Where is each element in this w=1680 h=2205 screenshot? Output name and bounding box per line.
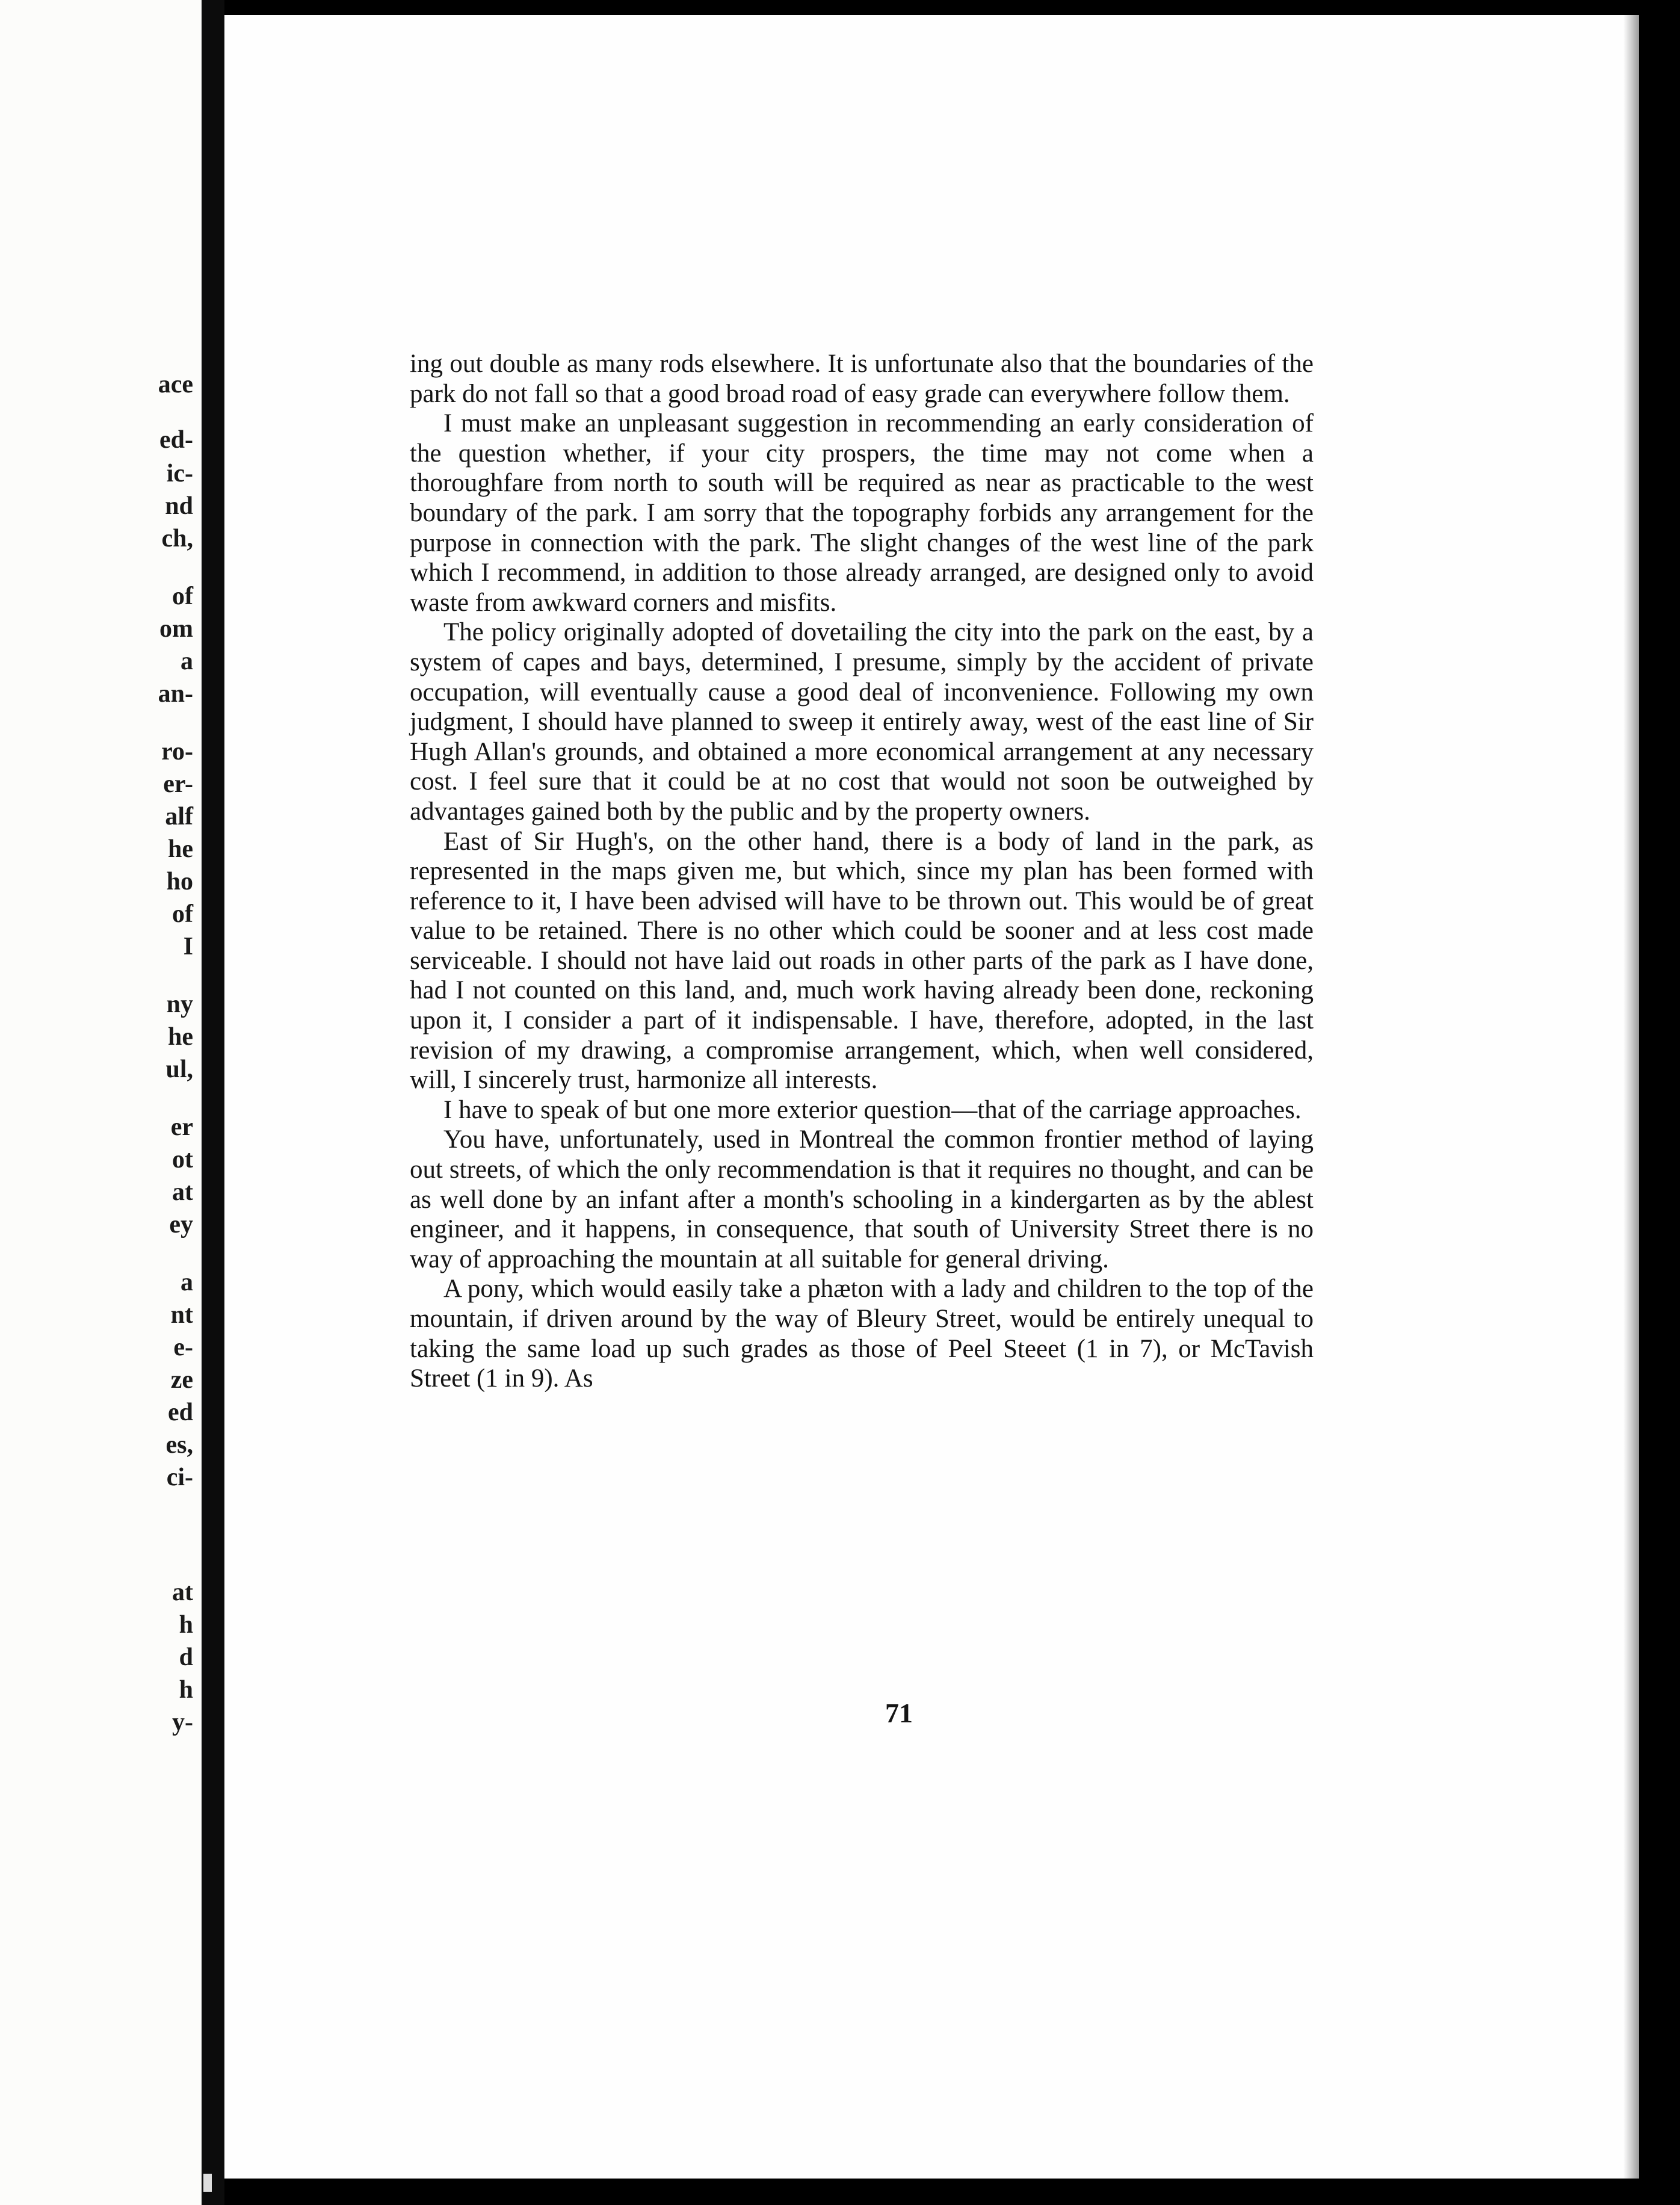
paragraph: The policy originally adopted of dovetailing the city into the park on the east, by a system of capes and bays, determined, I presume, simply by the accident of private occupation, will eventually cause a good deal of inconvenience. Following my own judgment, I should have planned to sweep it entirely away, west of the east line of Sir Hugh Allan's grounds, and obtained a more economical arrangement at any necessary cost. I feel sure that it could be at no cost that would not soon be outweighed by advantages gained both by the public and by the property owners. bbox=[410, 618, 1314, 826]
paragraph: ing out double as many rods elsewhere. It is unfortunate also that the boundaries of the park do not fall so that a good broad road of easy grade can everywhere follow them. bbox=[410, 350, 1314, 408]
fragment: ey bbox=[169, 1211, 193, 1239]
fragment: at bbox=[172, 1178, 193, 1206]
fragment: he bbox=[168, 1023, 193, 1051]
fragment: ch, bbox=[161, 525, 193, 552]
page-number: 71 bbox=[885, 1698, 913, 1728]
fragment: at bbox=[172, 1579, 193, 1606]
fragment: e- bbox=[173, 1334, 193, 1361]
fragment: ze bbox=[170, 1366, 193, 1394]
document-page bbox=[224, 15, 1639, 2179]
fragment: ci- bbox=[166, 1464, 193, 1491]
fragment: I bbox=[183, 933, 193, 960]
fragment: er- bbox=[163, 770, 193, 798]
fragment: ic- bbox=[166, 460, 193, 487]
fragment: he bbox=[168, 835, 193, 863]
paragraph: You have, unfortunately, used in Montreal the common frontier method of laying out streets, of which the only recommendation is that it requires no thought, and can be as well done by an infant after a month's schooling in a kindergarten as by the ablest engineer, and it happens, in consequence, that south of University Street there is no way of approaching the mountain at all suitable for general driving. bbox=[410, 1125, 1314, 1273]
paragraph: I have to speak of but one more exterior question—that of the carriage approaches. bbox=[443, 1095, 1302, 1124]
fragment: y- bbox=[172, 1709, 193, 1736]
fragment: ot bbox=[172, 1146, 193, 1174]
fragment: nd bbox=[165, 492, 193, 520]
fragment: ho bbox=[166, 868, 193, 895]
fragment: h bbox=[179, 1611, 193, 1639]
fragment: ny bbox=[166, 991, 193, 1018]
fragment: of bbox=[172, 900, 193, 928]
fragment: es, bbox=[165, 1431, 193, 1459]
paragraph: A pony, which would easily take a phæton with a lady and children to the top of the mountain, if driven around by the way of Bleury Street, would be entirely unequal to taking the same load up such grades as those of Peel Steeet (1 in 7), or McTavish Street (1 in 9). As bbox=[410, 1275, 1314, 1393]
book-binding-gutter bbox=[202, 0, 224, 2205]
fragment: ro- bbox=[161, 738, 193, 765]
fragment: ed- bbox=[159, 426, 193, 454]
fragment: ace bbox=[158, 371, 193, 398]
fragment: ul, bbox=[165, 1056, 193, 1083]
scan-corner-mark bbox=[203, 2174, 212, 2192]
fragment: er bbox=[170, 1113, 193, 1141]
paragraph: East of Sir Hugh's, on the other hand, there is a body of land in the park, as represented in the maps given me, but which, since my plan has been formed with reference to it, I have been advised will have to be thrown out. This would be of great value to be retained. There is no other which could be sooner and at less cost made serviceable. I should not have laid out roads in other parts of the park as I have done, had I not counted on this land, and, much work having already been done, reckoning upon it, I consider a part of it indispensable. I have, therefore, adopted, in the last revision of my drawing, a compromise arrangement, which, when well considered, will, I sincerely trust, harmonize all interests. bbox=[410, 827, 1314, 1095]
paragraph: I must make an unpleasant suggestion in recommending an early consideration of the question whether, if your city prospers, the time may not come when a thoroughfare from north to south will be required as near as practicable to the west boundary of the park. I am sorry that the topography forbids any arrangement for the purpose in connection with the park. The slight changes of the west line of the park which I recommend, in addition to those already arranged, are designed only to avoid waste from awkward corners and misfits. bbox=[410, 409, 1314, 617]
fragment: om bbox=[159, 615, 193, 643]
fragment: d bbox=[179, 1644, 193, 1671]
fragment: alf bbox=[165, 803, 193, 830]
fragment: h bbox=[179, 1676, 193, 1704]
fragment: a bbox=[181, 648, 193, 675]
fragment: of bbox=[172, 583, 193, 610]
left-page-margin bbox=[0, 0, 202, 2205]
fragment: an- bbox=[158, 680, 193, 708]
page-edge-shadow bbox=[1623, 15, 1639, 2179]
fragment: nt bbox=[170, 1301, 193, 1329]
body-text bbox=[410, 349, 1314, 1394]
fragment: a bbox=[181, 1269, 193, 1296]
fragment: ed bbox=[168, 1399, 193, 1426]
